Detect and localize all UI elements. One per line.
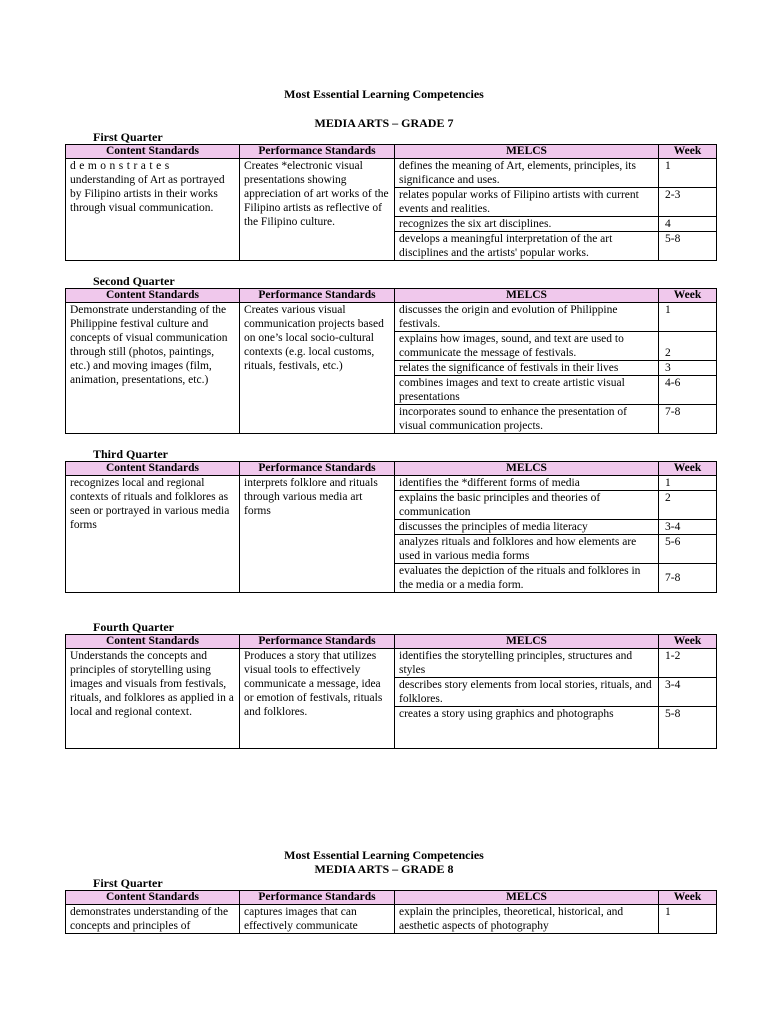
content-standard-lead: demonstrates	[70, 160, 173, 172]
week-cell: 1	[659, 303, 717, 332]
melc-cell: defines the meaning of Art, elements, principles, its significance and uses.	[395, 159, 659, 188]
week-cell: 1	[659, 476, 717, 491]
week-cell: 7-8	[659, 564, 717, 593]
quarter-table	[65, 461, 717, 593]
week-cell: 4	[659, 217, 717, 232]
content-standard-cell: recognizes local and regional contexts of rituals and folklores as seen or portrayed in various media forms	[66, 476, 240, 593]
content-standard-cell: Understands the concepts and principles of storytelling using images and visuals from festivals, rituals, and folklores as applied in a local and regional context.	[66, 649, 240, 749]
header-content-standards: Content Standards	[66, 635, 240, 649]
quarter-label: Fourth Quarter	[93, 620, 174, 634]
header-melcs: MELCS	[395, 145, 659, 159]
header-melcs: MELCS	[395, 462, 659, 476]
header-week: Week	[659, 635, 717, 649]
quarter-label: Second Quarter	[93, 274, 175, 288]
week-cell: 2	[659, 491, 717, 520]
quarter-table	[65, 890, 717, 934]
header-week: Week	[659, 289, 717, 303]
table-row	[66, 303, 717, 332]
header-performance-standards: Performance Standards	[240, 462, 395, 476]
melc-cell: explains the basic principles and theories of communication	[395, 491, 659, 520]
week-cell: 1	[659, 159, 717, 188]
melc-cell: analyzes rituals and folklores and how elements are used in various media forms	[395, 535, 659, 564]
melc-cell: combines images and text to create artistic visual presentations	[395, 376, 659, 405]
content-standard-text: understanding of Art as portrayed by Filipino artists in their works through visual communication.	[70, 174, 225, 214]
melc-cell: creates a story using graphics and photographs	[395, 707, 659, 749]
quarter-label: Third Quarter	[93, 447, 168, 461]
header-melcs: MELCS	[395, 635, 659, 649]
header-week: Week	[659, 462, 717, 476]
performance-standard-cell: Produces a story that utilizes visual tools to effectively communicate a message, idea or emotion of festivals, rituals and folklores.	[240, 649, 395, 749]
table-row	[66, 905, 717, 934]
header-content-standards: Content Standards	[66, 289, 240, 303]
header-performance-standards: Performance Standards	[240, 635, 395, 649]
header-performance-standards: Performance Standards	[240, 289, 395, 303]
content-standard-cell: demonstrates understanding of the concepts and principles of	[66, 905, 240, 934]
header-melcs: MELCS	[395, 891, 659, 905]
melc-cell: develops a meaningful interpretation of the art disciplines and the artists' popular works.	[395, 232, 659, 261]
week-cell: 1-2	[659, 649, 717, 678]
performance-standard-cell: Creates *electronic visual presentations showing appreciation of art works of the Filipino artists as reflective of the Filipino culture.	[240, 159, 395, 261]
melc-cell: relates popular works of Filipino artists with current events and realities.	[395, 188, 659, 217]
table-header-row	[66, 891, 717, 905]
week-cell: 3-4	[659, 520, 717, 535]
melc-cell: identifies the *different forms of media	[395, 476, 659, 491]
header-week: Week	[659, 145, 717, 159]
week-cell: 2	[659, 332, 717, 361]
melc-cell: discusses the principles of media literacy	[395, 520, 659, 535]
table-header-row	[66, 635, 717, 649]
table-row	[66, 649, 717, 678]
header-content-standards: Content Standards	[66, 462, 240, 476]
week-cell: 4-6	[659, 376, 717, 405]
melc-cell: explains how images, sound, and text are used to communicate the message of festivals.	[395, 332, 659, 361]
header-performance-standards: Performance Standards	[240, 145, 395, 159]
content-standard-cell: Demonstrate understanding of the Philippine festival culture and concepts of visual communication through still (photos, paintings, etc.) and moving images (film, animation, presentations, etc.)	[66, 303, 240, 434]
quarter-table	[65, 144, 717, 261]
week-cell: 2-3	[659, 188, 717, 217]
melc-cell: explain the principles, theoretical, historical, and aesthetic aspects of photography	[395, 905, 659, 934]
performance-standard-cell: captures images that can effectively communicate	[240, 905, 395, 934]
header-week: Week	[659, 891, 717, 905]
week-cell: 1	[659, 905, 717, 934]
performance-standard-cell: interprets folklore and rituals through various media art forms	[240, 476, 395, 593]
page-title: Most Essential Learning Competencies	[284, 848, 484, 862]
melc-cell: incorporates sound to enhance the presentation of visual communication projects.	[395, 405, 659, 434]
melc-cell: recognizes the six art disciplines.	[395, 217, 659, 232]
week-cell: 5-6	[659, 535, 717, 564]
melc-cell: describes story elements from local stories, rituals, and folklores.	[395, 678, 659, 707]
page-subtitle: MEDIA ARTS – GRADE 8	[314, 862, 454, 876]
table-header-row	[66, 289, 717, 303]
week-cell: 7-8	[659, 405, 717, 434]
table-header-row	[66, 145, 717, 159]
header-content-standards: Content Standards	[66, 891, 240, 905]
melc-cell: identifies the storytelling principles, structures and styles	[395, 649, 659, 678]
week-cell: 3-4	[659, 678, 717, 707]
page-subtitle: MEDIA ARTS – GRADE 7	[314, 116, 454, 130]
week-cell: 5-8	[659, 707, 717, 749]
table-header-row	[66, 462, 717, 476]
header-melcs: MELCS	[395, 289, 659, 303]
melc-cell: evaluates the depiction of the rituals and folklores in the media or a media form.	[395, 564, 659, 593]
quarter-label: First Quarter	[93, 130, 163, 144]
week-cell: 3	[659, 361, 717, 376]
quarter-table	[65, 288, 717, 434]
content-standard-cell	[66, 159, 240, 261]
performance-standard-cell: Creates various visual communication projects based on one’s local socio-cultural contexts (e.g. local customs, rituals, festivals, etc.)	[240, 303, 395, 434]
week-cell: 5-8	[659, 232, 717, 261]
melc-cell: relates the significance of festivals in their lives	[395, 361, 659, 376]
header-content-standards: Content Standards	[66, 145, 240, 159]
quarter-table	[65, 634, 717, 749]
quarter-label: First Quarter	[93, 876, 163, 890]
melc-cell: discusses the origin and evolution of Philippine festivals.	[395, 303, 659, 332]
table-row	[66, 476, 717, 491]
table-row	[66, 159, 717, 188]
header-performance-standards: Performance Standards	[240, 891, 395, 905]
page-title: Most Essential Learning Competencies	[284, 87, 484, 101]
